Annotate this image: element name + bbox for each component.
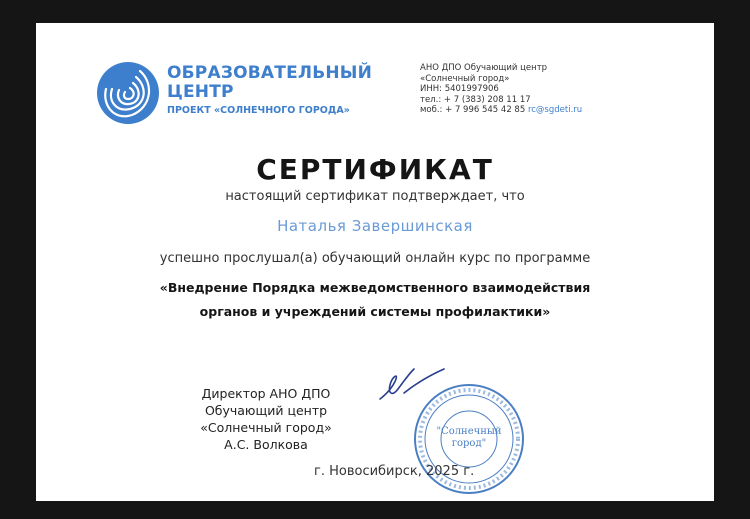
certificate-title: СЕРТИФИКАТ: [256, 153, 494, 186]
contact-block: [420, 63, 582, 116]
place-date: г. Новосибирск, 2025 г.: [314, 464, 475, 479]
contact-email: rc@sgdeti.ru: [527, 105, 583, 116]
contact-line2: «Солнечный город»: [420, 73, 510, 84]
signatory-block: [186, 385, 346, 453]
completed-text: успешно прослушал(а) обучающий онлайн курс по программе: [159, 251, 591, 266]
signatory-line2: Обучающий центр: [204, 403, 328, 418]
course-title-line1: «Внедрение Порядка межведомственного взаимодействия: [159, 280, 591, 295]
org-name-line2: ЦЕНТР: [167, 82, 234, 102]
recipient-name: Наталья Завершинская: [277, 217, 473, 235]
org-name: [167, 64, 372, 102]
stamp-text-line2: город": [451, 438, 487, 449]
contact-phone: тел.: + 7 (383) 208 11 17: [420, 94, 531, 105]
signatory-line1: Директор АНО ДПО: [201, 386, 331, 401]
stamp-seal-icon: [408, 380, 530, 498]
contact-mobile: моб.: + 7 996 545 42 85: [420, 105, 526, 116]
certificate-sheet: [36, 23, 714, 501]
course-title-line2: органов и учреждений системы профилактики»: [199, 304, 551, 319]
contact-line1: АНО ДПО Обучающий центр: [420, 63, 548, 73]
course-title: [36, 276, 714, 324]
contact-mobile-row: [420, 105, 582, 116]
confirms-text: настоящий сертификат подтверждает, что: [225, 189, 525, 204]
org-name-line1: ОБРАЗОВАТЕЛЬНЫЙ: [167, 63, 373, 83]
spiral-logo-icon: [96, 61, 160, 125]
signatory-name: А.С. Волкова: [224, 437, 308, 452]
signatory-line3: «Солнечный город»: [200, 420, 332, 435]
org-subtitle: ПРОЕКТ «СОЛНЕЧНОГО ГОРОДА»: [167, 105, 350, 116]
contact-inn: ИНН: 5401997906: [420, 84, 499, 95]
stamp-text-line1: "Солнечный: [436, 426, 502, 437]
